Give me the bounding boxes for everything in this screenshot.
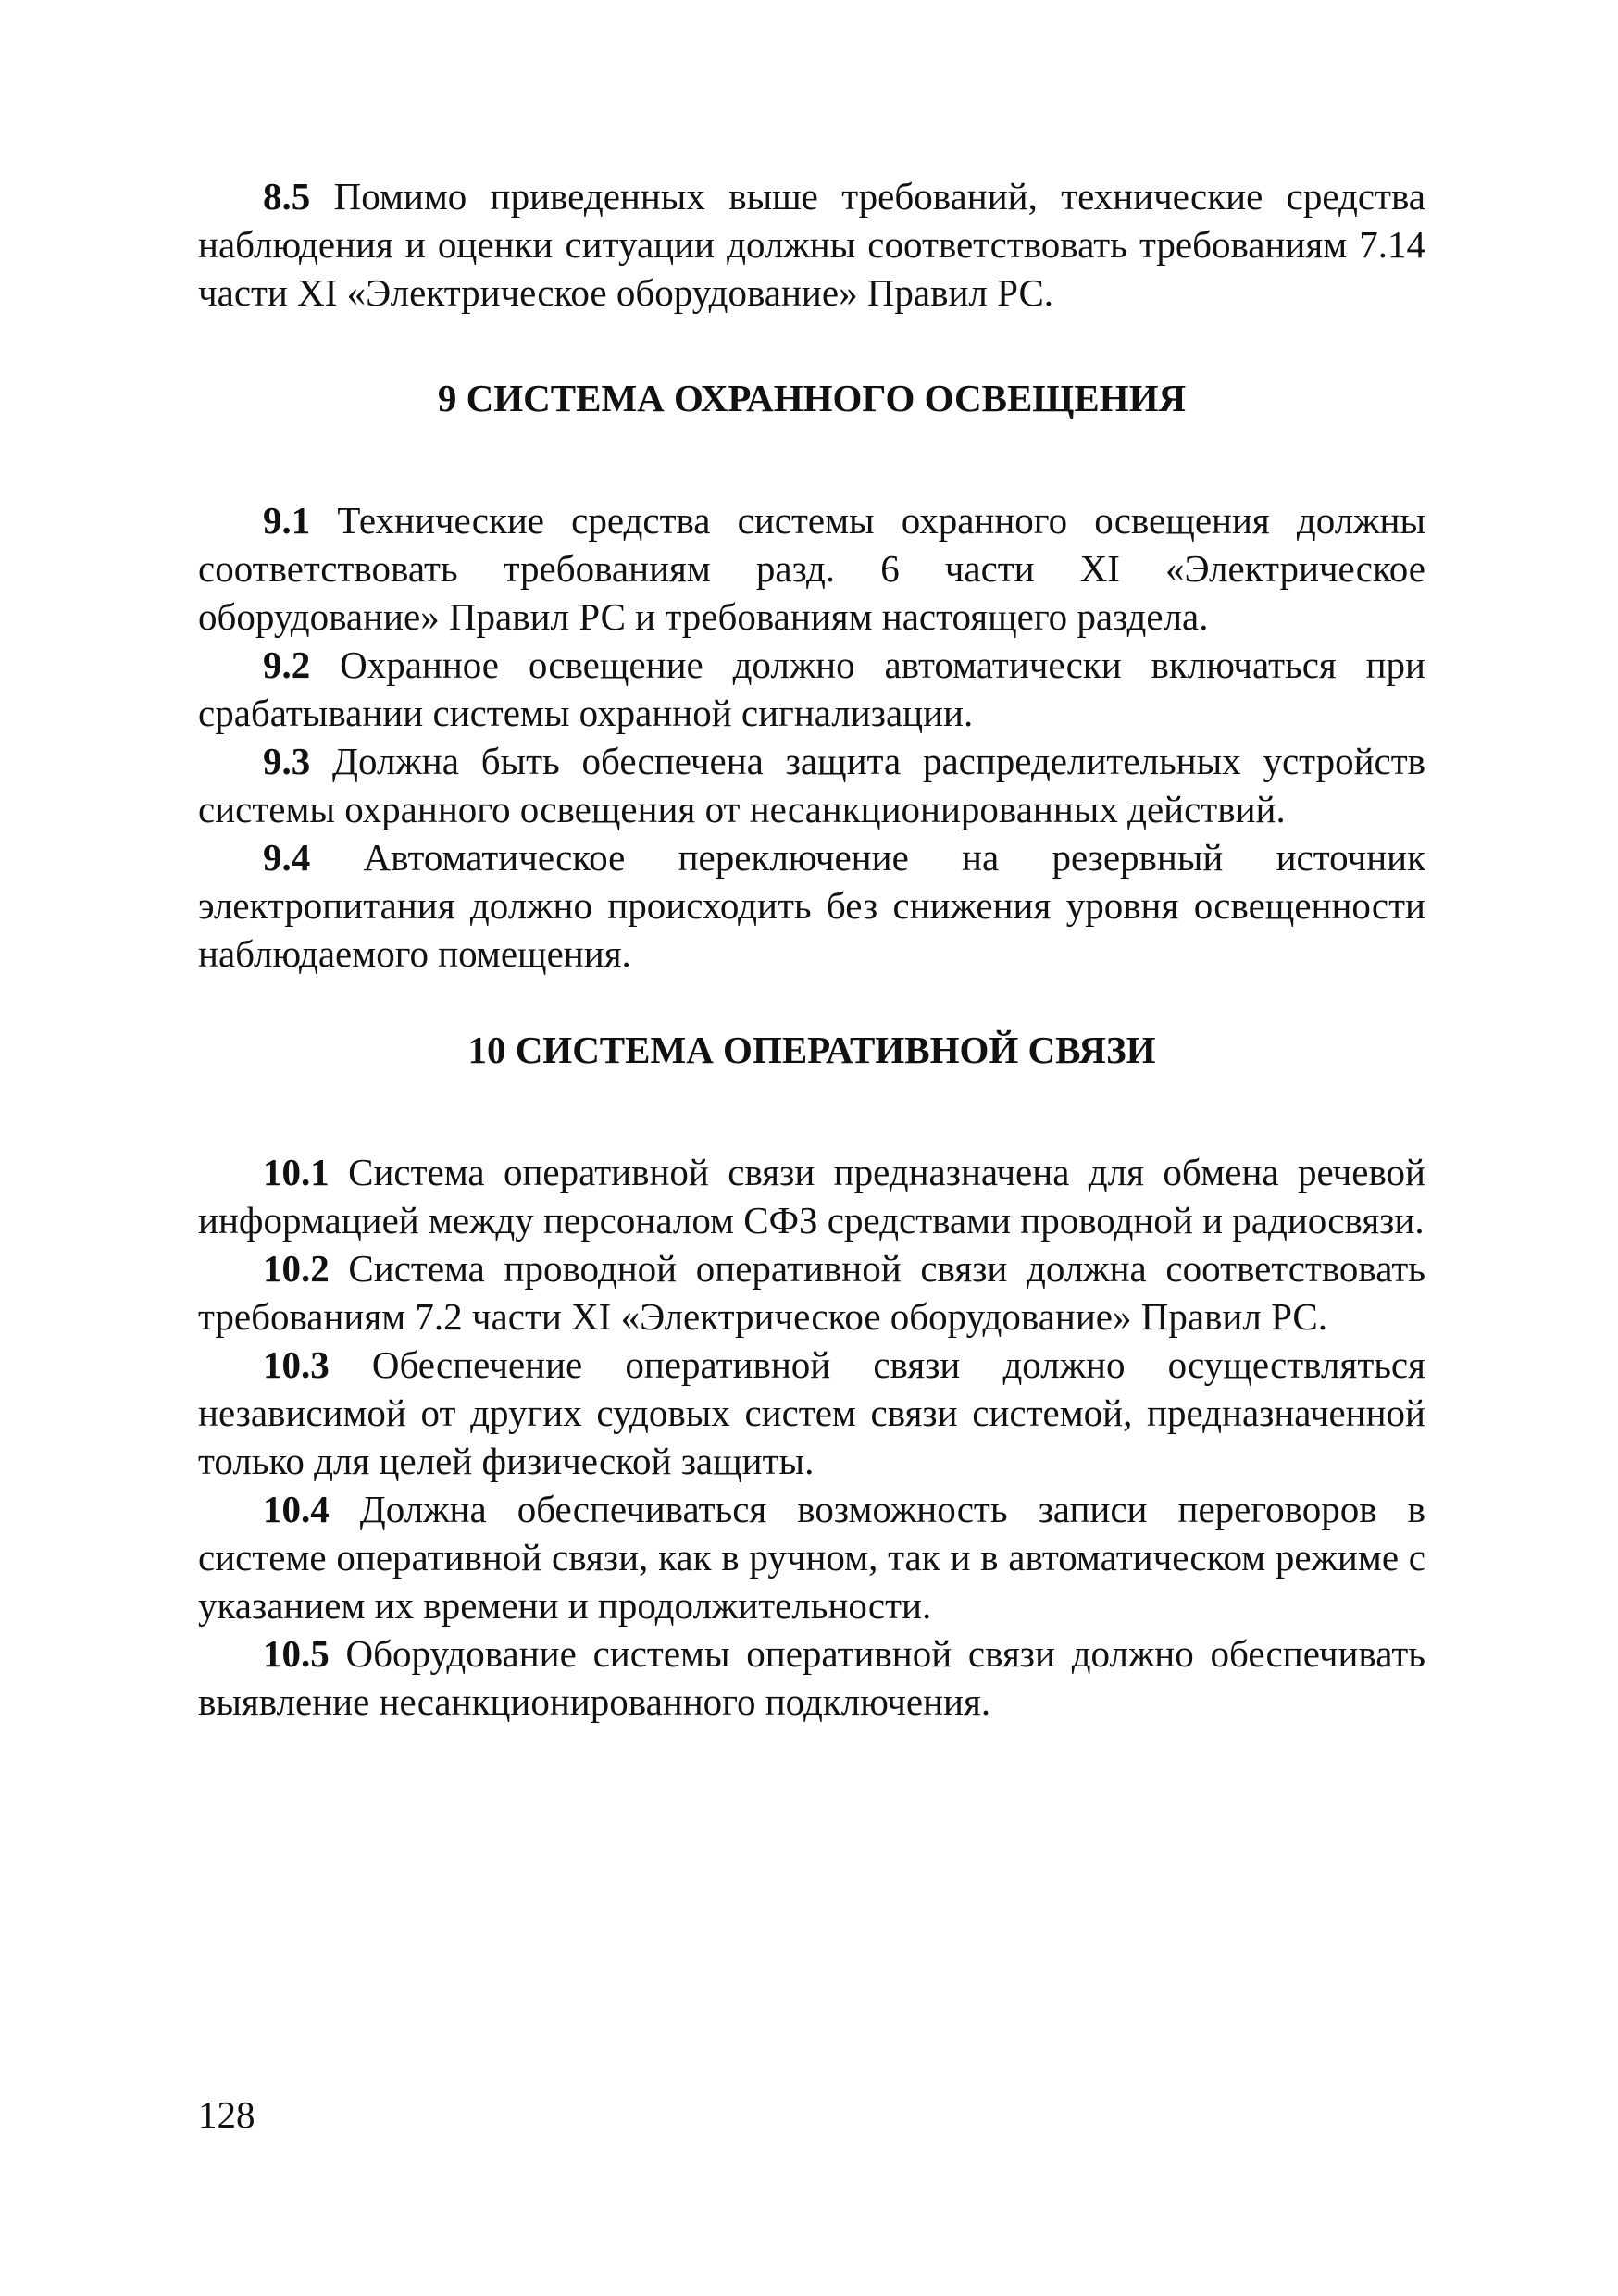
paragraph-number: 10.3 [263,1343,330,1386]
section-8-body [198,172,1425,317]
paragraph-text: Должна обеспечиваться возможность записи переговоров в системе оперативной связи, как в ручном, так и в автоматическом режиме с указанием их времени и продолжительности. [198,1488,1425,1627]
paragraph-text: Помимо приведенных выше требований, технические средства наблюдения и оценки ситуации должны соответствовать требованиям 7.14 части XI «Электрическое оборудование» Правил РС. [198,175,1425,314]
page-number: 128 [198,2093,255,2136]
section-9-heading: 9 СИСТЕМА ОХРАННОГО ОСВЕЩЕНИЯ [437,377,1187,419]
paragraph-number: 9.3 [263,740,311,782]
paragraph-9-4 [198,833,1425,978]
paragraph-10-5 [198,1629,1425,1726]
paragraph-text: Обеспечение оперативной связи должно осуществляться независимой от других судовых систем связи системой, предназначенной только для целей физической защиты. [198,1343,1425,1482]
paragraph-9-1 [198,496,1425,641]
paragraph-number: 8.5 [263,175,311,218]
paragraph-8-5 [198,172,1425,317]
paragraph-number: 9.4 [263,836,311,879]
paragraph-number: 9.1 [263,499,311,542]
paragraph-number: 10.1 [263,1151,330,1193]
paragraph-text: Оборудование системы оперативной связи должно обеспечивать выявление несанкционированного подключения. [198,1632,1425,1723]
paragraph-text: Должна быть обеспечена защита распределительных устройств системы охранного освещения от несанкционированных действий. [198,740,1425,830]
paragraph-text: Охранное освещение должно автоматически включаться при срабатывании системы охранной сигнализации. [198,643,1425,734]
section-9-body [198,496,1425,978]
paragraph-number: 10.2 [263,1247,330,1290]
paragraph-10-1 [198,1148,1425,1244]
paragraph-9-3 [198,737,1425,833]
paragraph-text: Система проводной оперативной связи должна соответствовать требованиям 7.2 части XI «Электрическое оборудование» Правил РС. [198,1247,1425,1338]
paragraph-10-4 [198,1485,1425,1629]
paragraph-number: 10.5 [263,1632,330,1675]
paragraph-text: Система оперативной связи предназначена для обмена речевой информацией между персоналом СФЗ средствами проводной и радиосвязи. [198,1151,1425,1242]
section-10-heading: 10 СИСТЕМА ОПЕРАТИВНОЙ СВЯЗИ [467,1029,1156,1071]
paragraph-number: 10.4 [263,1488,330,1530]
paragraph-number: 9.2 [263,643,311,686]
paragraph-10-3 [198,1341,1425,1485]
paragraph-text: Автоматическое переключение на резервный источник электропитания должно происходить без снижения уровня освещенности наблюдаемого помещения. [198,836,1425,975]
paragraph-text: Технические средства системы охранного освещения должны соответствовать требованиям разд. 6 части XI «Электрическое оборудование» Правил РС и требованиям настоящего раздела. [198,499,1425,638]
paragraph-9-2 [198,641,1425,737]
paragraph-10-2 [198,1244,1425,1341]
section-10-body [198,1148,1425,1726]
